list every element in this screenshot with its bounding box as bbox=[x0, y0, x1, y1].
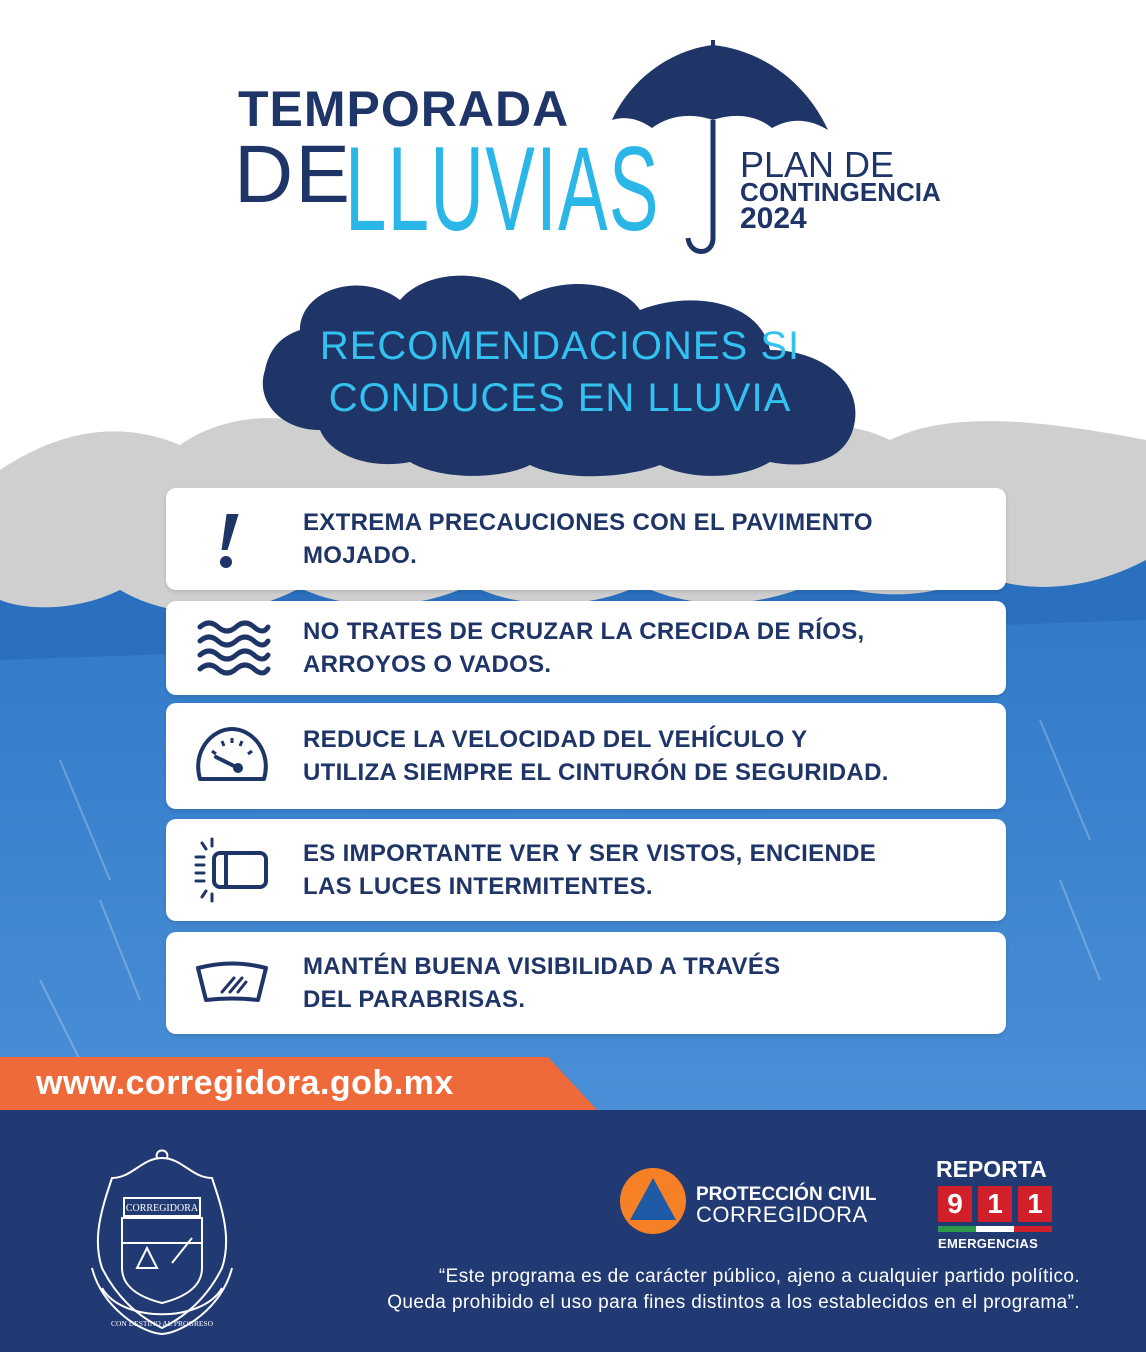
recommendation-card-1 bbox=[166, 488, 1006, 590]
headlights-icon bbox=[192, 835, 272, 905]
recommendation-card-4 bbox=[166, 819, 1006, 921]
disclaimer-line1: “Este programa es de carácter público, ajeno a cualquier partido político. bbox=[438, 1266, 1080, 1287]
title-de: DE bbox=[234, 129, 352, 220]
plan-year: 2024 bbox=[740, 202, 807, 235]
recommendation-line: MOJADO. bbox=[303, 542, 418, 569]
waves-icon bbox=[192, 613, 272, 683]
recommendation-line: LAS LUCES INTERMITENTES. bbox=[303, 873, 653, 900]
recommendation-line: ARROYOS O VADOS. bbox=[303, 651, 552, 678]
digit-9: 9 bbox=[938, 1186, 972, 1222]
corregidora-label: CORREGIDORA bbox=[696, 1202, 868, 1227]
seal-motto: CON DESTINO AL PROGRESO bbox=[110, 1319, 214, 1328]
recommendation-line: DEL PARABRISAS. bbox=[303, 986, 526, 1013]
plan-label: PLAN DE bbox=[740, 144, 895, 185]
recommendation-text bbox=[303, 837, 986, 903]
speedometer-icon bbox=[192, 721, 272, 791]
recommendation-line: ES IMPORTANTE VER Y SER VISTOS, ENCIENDE bbox=[303, 840, 877, 867]
digit-1: 1 bbox=[978, 1186, 1012, 1222]
recommendation-card-3 bbox=[166, 703, 1006, 809]
recommendations-heading bbox=[300, 320, 820, 424]
recommendation-text bbox=[303, 615, 986, 681]
proteccion-civil-label: PROTECCIÓN CIVIL bbox=[696, 1184, 877, 1205]
recommendation-card-5 bbox=[166, 932, 1006, 1034]
recommendation-text bbox=[303, 506, 986, 572]
recommendations-heading-line1: RECOMENDACIONES SI bbox=[319, 324, 801, 368]
website-link[interactable]: www.corregidora.gob.mx bbox=[36, 1064, 454, 1102]
title-lluvias: LLUVIAS bbox=[345, 122, 660, 256]
contingencia-label: CONTINGENCIA bbox=[740, 177, 941, 207]
seal-top-text: CORREGIDORA bbox=[125, 1203, 199, 1214]
proteccion-civil-logo-icon bbox=[618, 1166, 688, 1236]
recommendations-heading-line2: CONDUCES EN LLUVIA bbox=[328, 376, 792, 420]
windshield-icon bbox=[192, 948, 272, 1018]
flag-stripe bbox=[938, 1226, 1052, 1232]
recommendation-line: UTILIZA SIEMPRE EL CINTURÓN DE SEGURIDAD. bbox=[303, 759, 889, 786]
recommendation-line: REDUCE LA VELOCIDAD DEL VEHÍCULO Y bbox=[303, 726, 808, 753]
recommendation-line: MANTÉN BUENA VISIBILIDAD A TRAVÉS bbox=[303, 953, 781, 980]
title-temporada: TEMPORADA bbox=[238, 81, 570, 137]
recommendation-line: NO TRATES DE CRUZAR LA CRECIDA DE RÍOS, bbox=[303, 618, 865, 645]
emergencias-label: EMERGENCIAS bbox=[938, 1236, 1039, 1251]
disclaimer-line2: Queda prohibido el uso para fines distintos a los establecidos en el programa”. bbox=[387, 1292, 1080, 1313]
reporta-label: REPORTA bbox=[936, 1156, 1047, 1182]
exclamation-icon bbox=[192, 504, 272, 574]
recommendation-text bbox=[303, 723, 986, 789]
recommendation-text bbox=[303, 950, 986, 1016]
recommendation-card-2 bbox=[166, 601, 1006, 695]
municipal-seal-icon bbox=[82, 1148, 242, 1338]
digit-1b: 1 bbox=[1018, 1186, 1052, 1222]
recommendation-line: EXTREMA PRECAUCIONES CON EL PAVIMENTO bbox=[303, 509, 873, 536]
